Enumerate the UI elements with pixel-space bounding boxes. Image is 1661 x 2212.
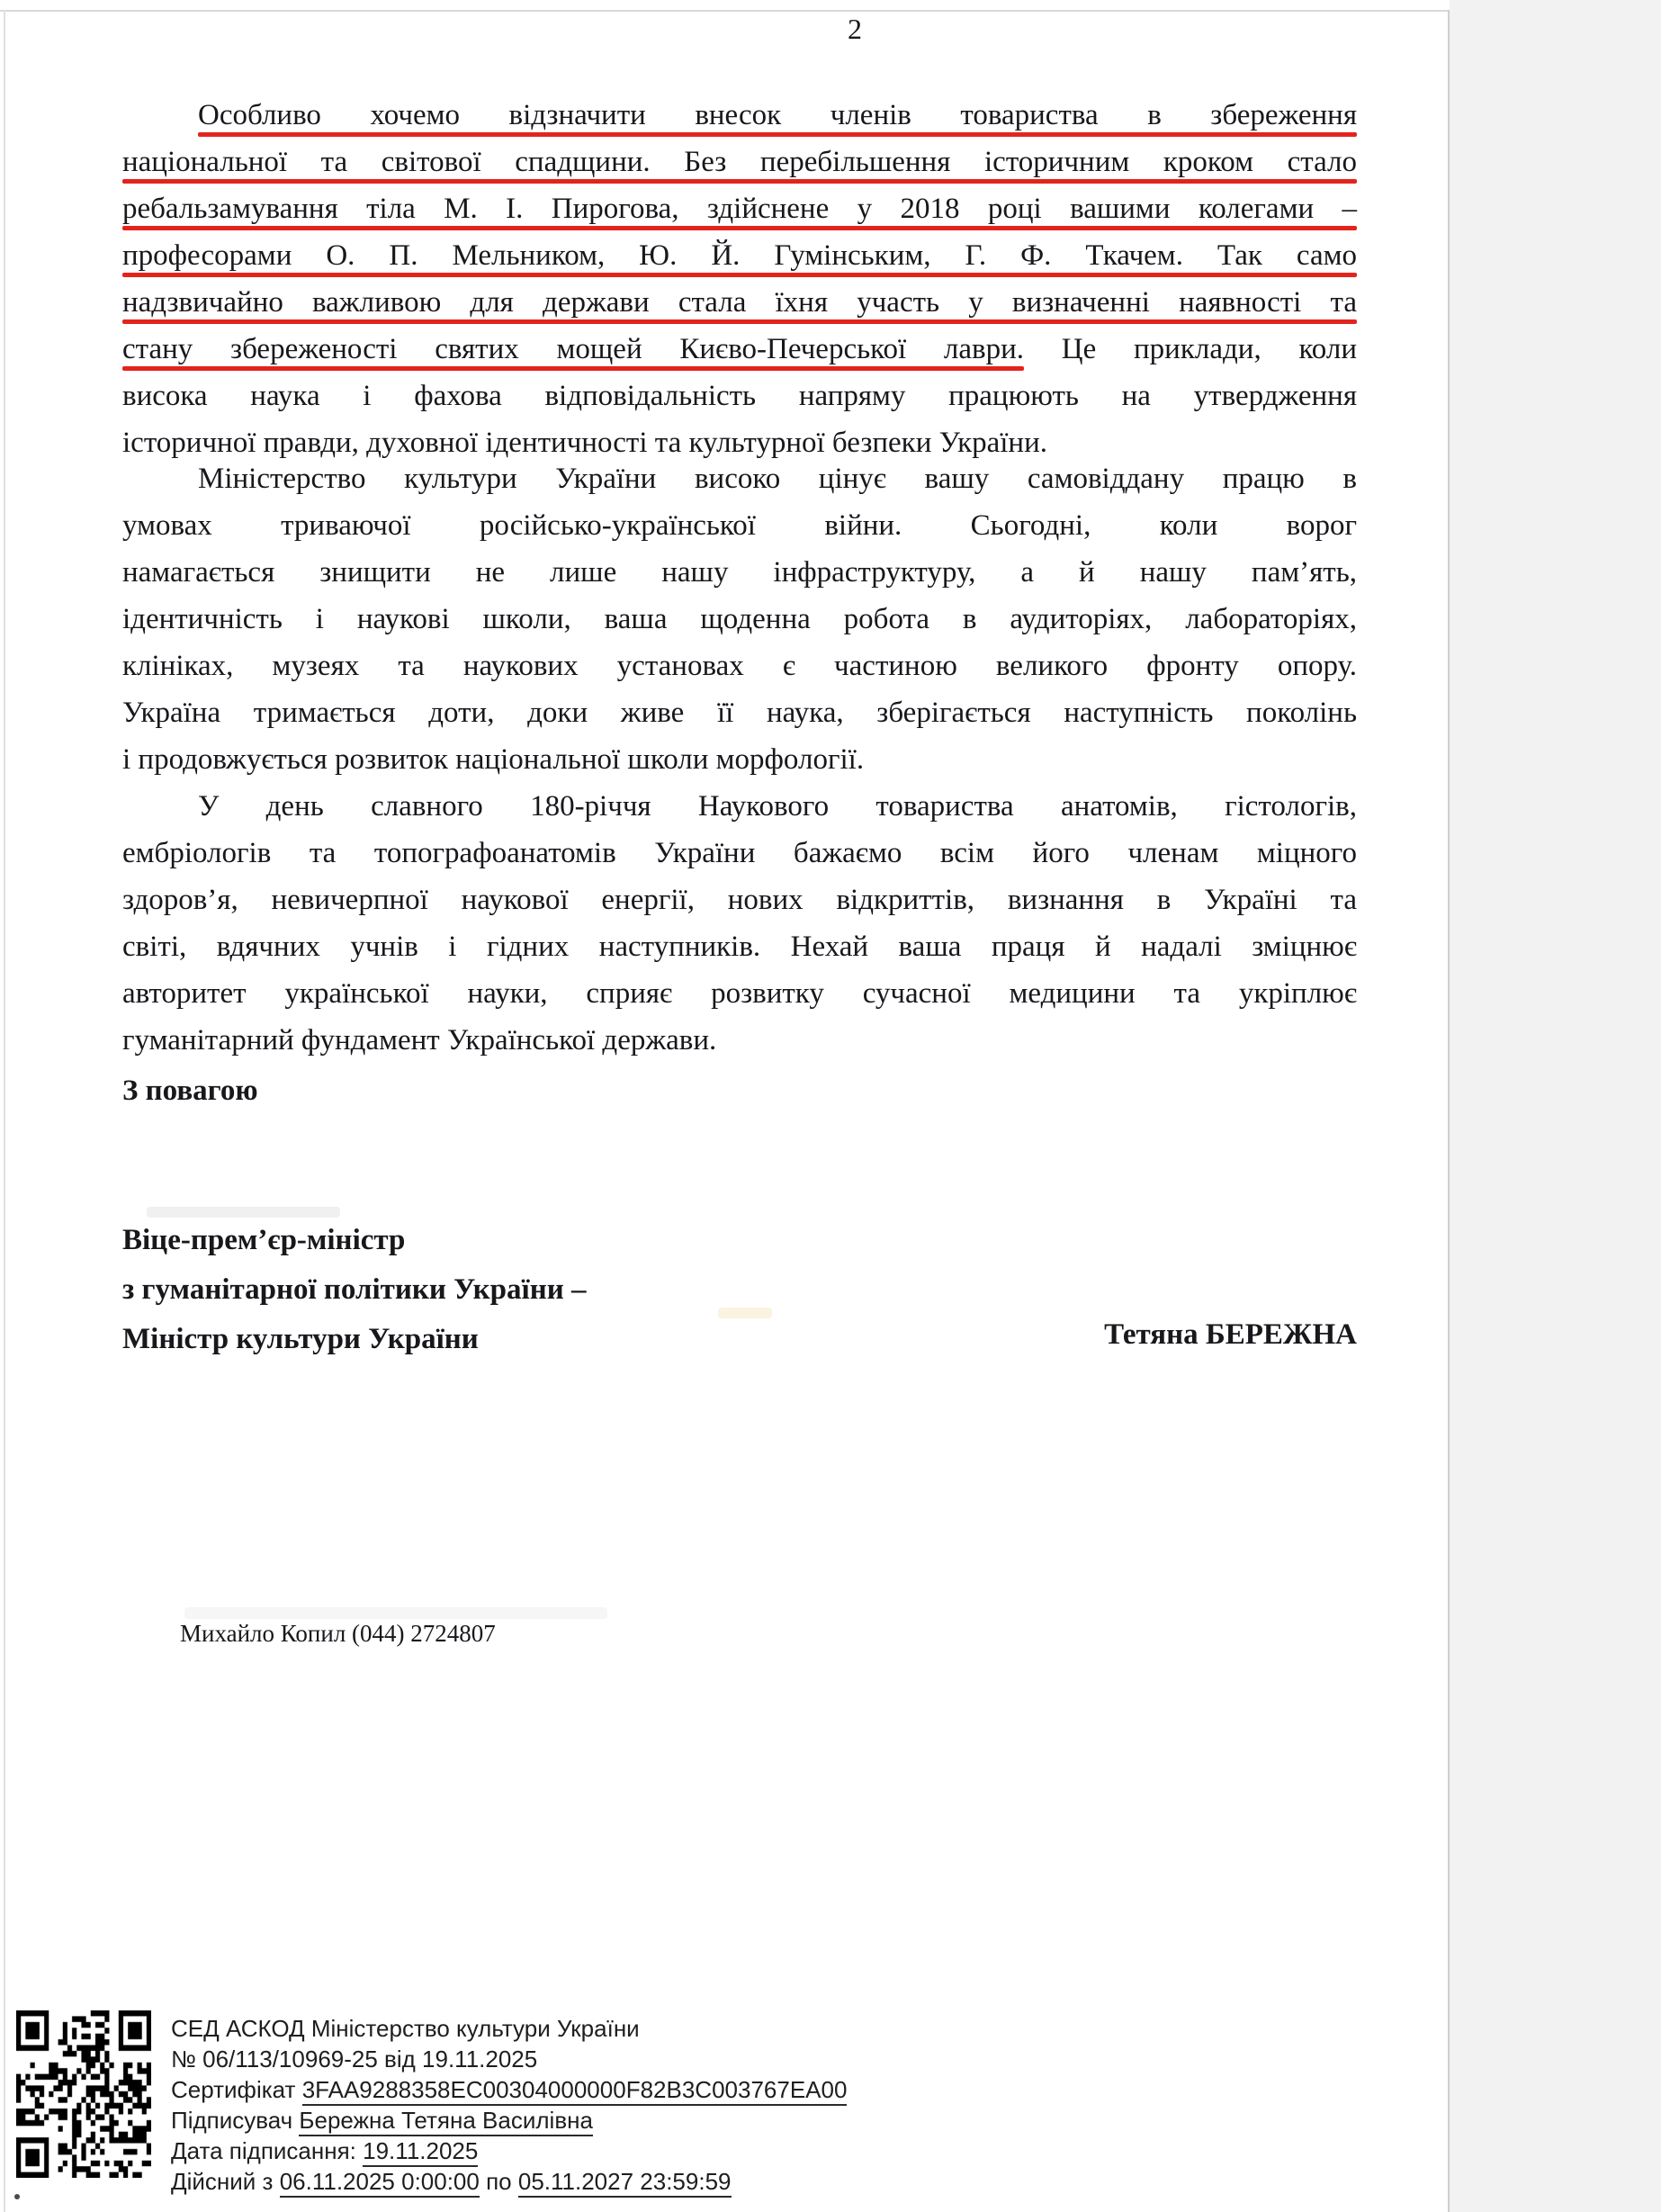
scan-dot-artifact	[14, 2194, 20, 2199]
red-underline-mark	[122, 273, 1357, 277]
text-line: умовах триваючої російсько-української війни. Сьогодні, коли ворог	[122, 509, 1357, 542]
text-line: Україна тримається доти, доки живе її наука, зберігається наступність поколінь	[122, 697, 1357, 729]
stamp-label: Сертифікат	[171, 2076, 302, 2103]
qr-code	[16, 2010, 151, 2178]
text-line: У день славного 180-річчя Наукового товариства анатомів, гістологів,	[198, 790, 1357, 823]
stamp-label: Дата підписання:	[171, 2137, 364, 2164]
stamp-line	[171, 2106, 847, 2136]
red-underline-mark	[122, 226, 1357, 230]
text-line: Особливо хочемо відзначити внесок членів товариства в збереження	[122, 92, 1357, 139]
closing-salutation: З повагою	[122, 1075, 258, 1107]
stamp-label: по	[479, 2168, 518, 2195]
paragraph-contribution	[122, 92, 1357, 466]
stamp-label: Дійсний з	[171, 2168, 280, 2195]
text-line: гуманітарний фундамент Української держави.	[122, 1024, 717, 1057]
text-line: намагається знищити не лише нашу інфраструктуру, а й нашу пам’ять,	[122, 556, 1357, 589]
red-underline-mark	[122, 179, 1357, 184]
paragraph-anniversary-wishes	[122, 783, 1357, 1064]
stamp-line	[171, 2075, 847, 2106]
scan-artifact	[147, 1207, 340, 1218]
paragraph-ministry-appreciation	[122, 455, 1357, 783]
text-line: висока наука і фахова відповідальність напряму працюють на утвердження	[122, 380, 1357, 412]
red-underline-mark	[122, 366, 1024, 371]
viewer-background-panel	[1450, 0, 1661, 2212]
stamp-underlined-value: 06.11.2025 0:00:00	[280, 2168, 480, 2198]
signature-position-line-1: Віце-прем’єр-міністр	[122, 1224, 406, 1256]
stamp-line	[171, 2045, 847, 2075]
page-number: 2	[848, 13, 862, 45]
digital-signature-stamp	[171, 2014, 847, 2198]
text-line: клініках, музеях та наукових установах є частиною великого фронту опору.	[122, 650, 1357, 682]
stamp-line	[171, 2167, 847, 2198]
stamp-line	[171, 2014, 847, 2045]
stamp-underlined-value: 3FAA9288358EC00304000000F82B3C003767EA00	[302, 2076, 848, 2106]
text-line: ребальзамування тіла М. І. Пирогова, здійснене у 2018 році вашими колегами –	[122, 185, 1357, 232]
page-left-border	[4, 10, 5, 2212]
stamp-underlined-value: Бережна Тетяна Василівна	[299, 2107, 593, 2136]
page-top-border	[0, 10, 1450, 12]
stamp-label: Підписувач	[171, 2107, 300, 2134]
stamp-label: СЕД АСКОД Міністерство культури України	[171, 2015, 640, 2042]
text-line: і продовжується розвиток національної школи морфології.	[122, 743, 865, 776]
scan-artifact	[718, 1308, 772, 1318]
stamp-line	[171, 2136, 847, 2167]
signature-position-line-2: з гуманітарної політики України –	[122, 1273, 587, 1306]
text-line: стану збереженості святих мощей Києво-Печерської лаври. Це приклади, коли	[122, 326, 1357, 373]
text-line: історичної правди, духовної ідентичності та культурної безпеки України.	[122, 427, 1047, 459]
signatory-name: Тетяна БЕРЕЖНА	[1104, 1318, 1357, 1351]
text-line: ідентичність і наукові школи, ваша щоденна робота в аудиторіях, лабораторіях,	[122, 603, 1357, 635]
red-underline-mark	[122, 319, 1357, 324]
stamp-label: № 06/113/10969-25 від 19.11.2025	[171, 2046, 538, 2073]
text-line: світі, вдячних учнів і гідних наступників. Нехай ваша праця й надалі зміцнює	[122, 931, 1357, 963]
page-right-border	[1448, 10, 1450, 2212]
stamp-underlined-value: 19.11.2025	[363, 2137, 478, 2167]
stamp-underlined-value: 05.11.2027 23:59:59	[518, 2168, 732, 2198]
text-line: Міністерство культури України високо цінує вашу самовіддану працю в	[198, 463, 1357, 495]
scan-artifact	[184, 1607, 607, 1619]
text-line: здоров’я, невичерпної наукової енергії, нових відкриттів, визнання в Україні та	[122, 884, 1357, 916]
text-line: професорами О. П. Мельником, Ю. Й. Гумінським, Г. Ф. Ткачем. Так само	[122, 232, 1357, 279]
executor-contact-line: Михайло Копил (044) 2724807	[180, 1620, 496, 1647]
text-line: авторитет української науки, сприяє розвитку сучасної медицини та укріплює	[122, 977, 1357, 1010]
signature-position-line-3: Міністр культури України	[122, 1323, 479, 1355]
text-line: ембріологів та топографоанатомів України бажаємо всім його членам міцного	[122, 837, 1357, 869]
text-line: надзвичайно важливою для держави стала їхня участь у визначенні наявності та	[122, 279, 1357, 326]
text-line: національної та світової спадщини. Без перебільшення історичним кроком стало	[122, 139, 1357, 185]
red-underline-mark	[198, 132, 1357, 137]
